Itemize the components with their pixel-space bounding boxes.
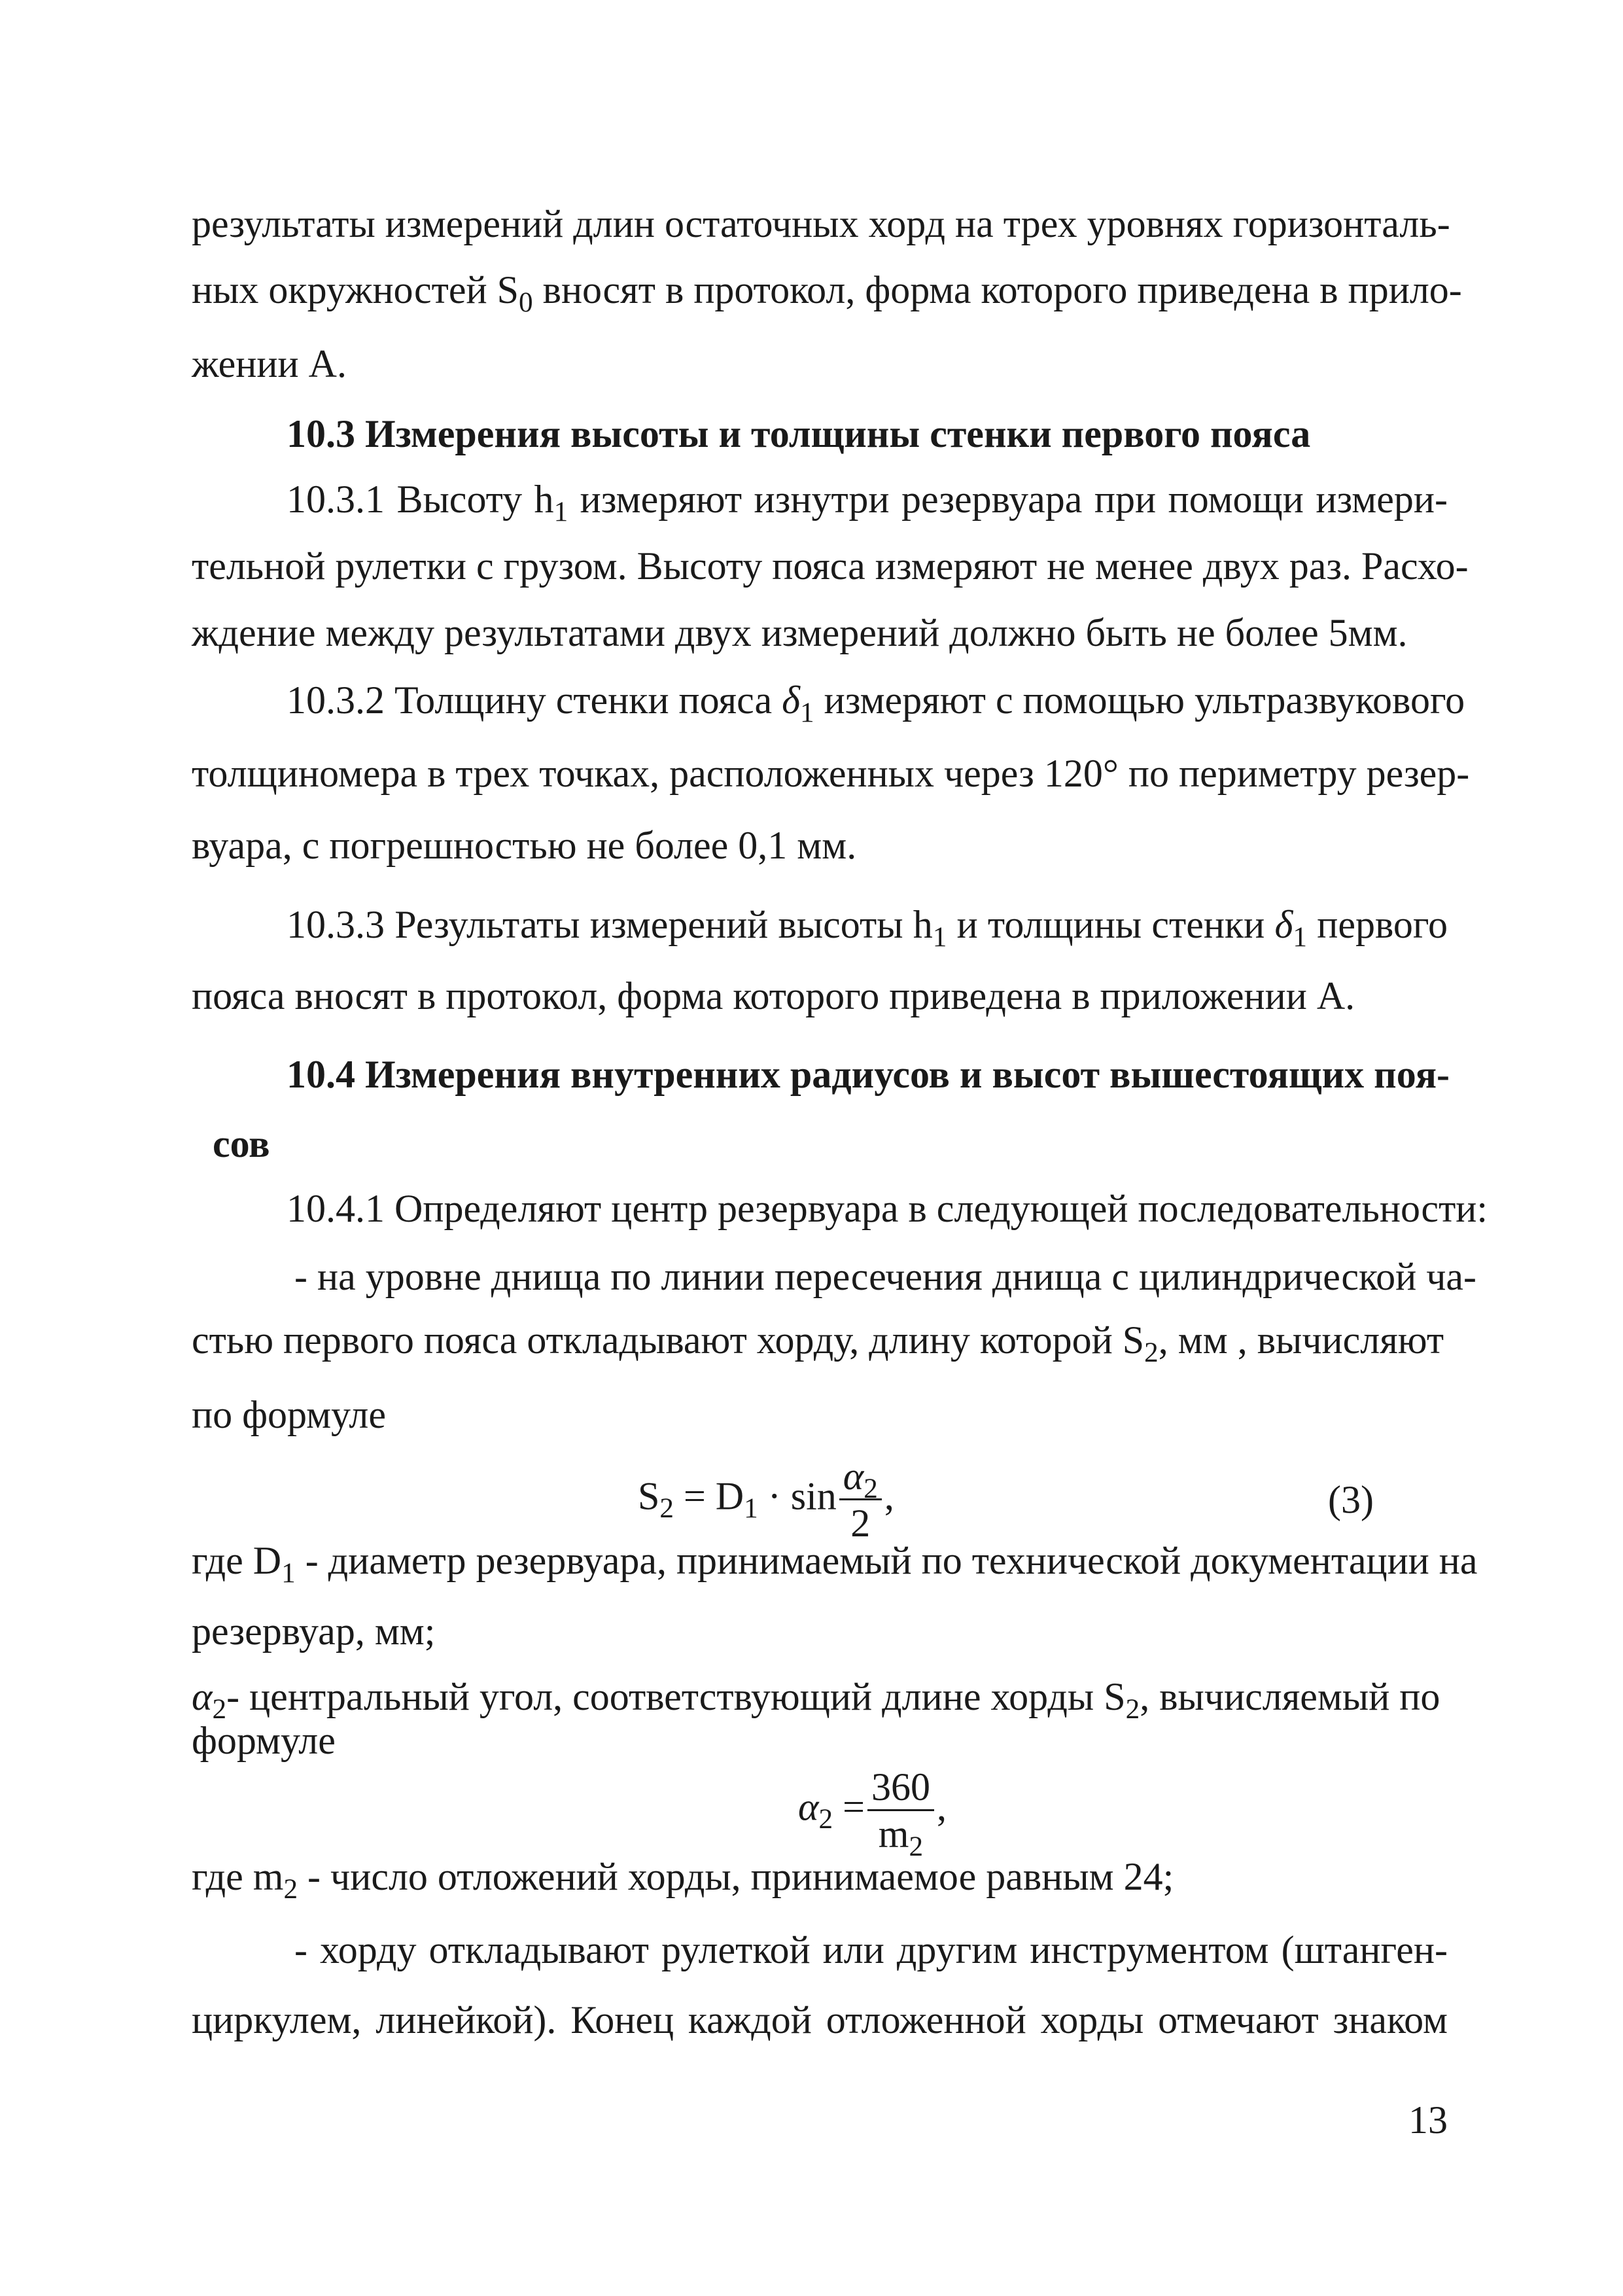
body-text-line: тельной рулетки с грузом. Высоту пояса измеряют не менее двух раз. Расхо- [192, 544, 1469, 588]
body-text-line: пояса вносят в протокол, форма которого приведена в приложении А. [192, 974, 1355, 1017]
body-text-line: $\alpha_2-$ центральный угол, соответствующий длине хорды $S_2$, вычисляемый по [192, 1675, 1440, 1725]
list-item-dash: - на уровне днища по линии пересечения днища с цилиндрической ча- [294, 1255, 1477, 1298]
body-text-line: результаты измерений длин остаточных хорд на трех уровнях горизонталь- [192, 202, 1450, 245]
list-item-dash: - хорду откладывают рулеткой или другим инструментом (штанген- [294, 1928, 1448, 1971]
paragraph-10-3-1: 10.3.1 Высоту $h_1$ измеряют изнутри резервуара при помощи измери- [287, 478, 1448, 527]
page-number: 13 [1408, 2098, 1448, 2142]
paragraph-10-4-1: 10.4.1 Определяют центр резервуара в следующей последовательности: [287, 1187, 1488, 1230]
body-text-line: вуара, с погрешностью не более 0,1 мм. [192, 824, 857, 867]
body-text-line: формуле [192, 1719, 336, 1762]
body-text-line: по формуле [192, 1393, 386, 1436]
paragraph-10-3-2: 10.3.2 Толщину стенки пояса $\delta_1$ измеряют с помощью ультразвукового [287, 679, 1465, 728]
body-text-line: стью первого пояса откладывают хорду, длину которой $S_2$, мм , вычисляют [192, 1318, 1444, 1368]
body-text-line: резервуар, мм; [192, 1610, 436, 1653]
formula-3: $S_2 = D_1 \cdot \sin$ $\frac{\alpha_2}{2}$ , [638, 1455, 894, 1545]
paragraph-10-3-3: 10.3.3 Результаты измерений высоты $h_1$ и толщины стенки $\delta_1$ первого [287, 903, 1448, 953]
section-heading-10-4-cont: сов [213, 1122, 270, 1165]
formula-alpha: $\alpha_2$ = $\frac{360}{m_2}$ , [798, 1765, 947, 1862]
body-text-line: где $D_1$ - диаметр резервуара, принимаемый по технической документации на [192, 1539, 1478, 1589]
body-text-line: толщиномера в трех точках, расположенных через 120° по периметру резер- [192, 752, 1470, 795]
formula-number: (3) [1328, 1478, 1374, 1521]
formula-3-fraction: $\frac{\alpha_2}{2}$ [839, 1456, 882, 1544]
body-text-line: где $m_2$ - число отложений хорды, принимаемое равным 24; [192, 1855, 1174, 1905]
body-text-line: жении А. [192, 342, 347, 385]
section-heading-10-3: 10.3 Измерения высоты и толщины стенки первого пояса [287, 412, 1311, 455]
body-text-line: ных окружностей $S_0$ вносят в протокол, форма которого приведена в прило- [192, 268, 1462, 318]
formula-alpha-fraction: $\frac{360}{m_2}$ [867, 1767, 934, 1855]
body-text-line: циркулем, линейкой). Конец каждой отложенной хорды отмечают знаком [192, 1998, 1448, 2041]
body-text-line: ждение между результатами двух измерений должно быть не более 5мм. [192, 611, 1408, 654]
section-heading-10-4: 10.4 Измерения внутренних радиусов и высот вышестоящих поя- [287, 1053, 1450, 1096]
